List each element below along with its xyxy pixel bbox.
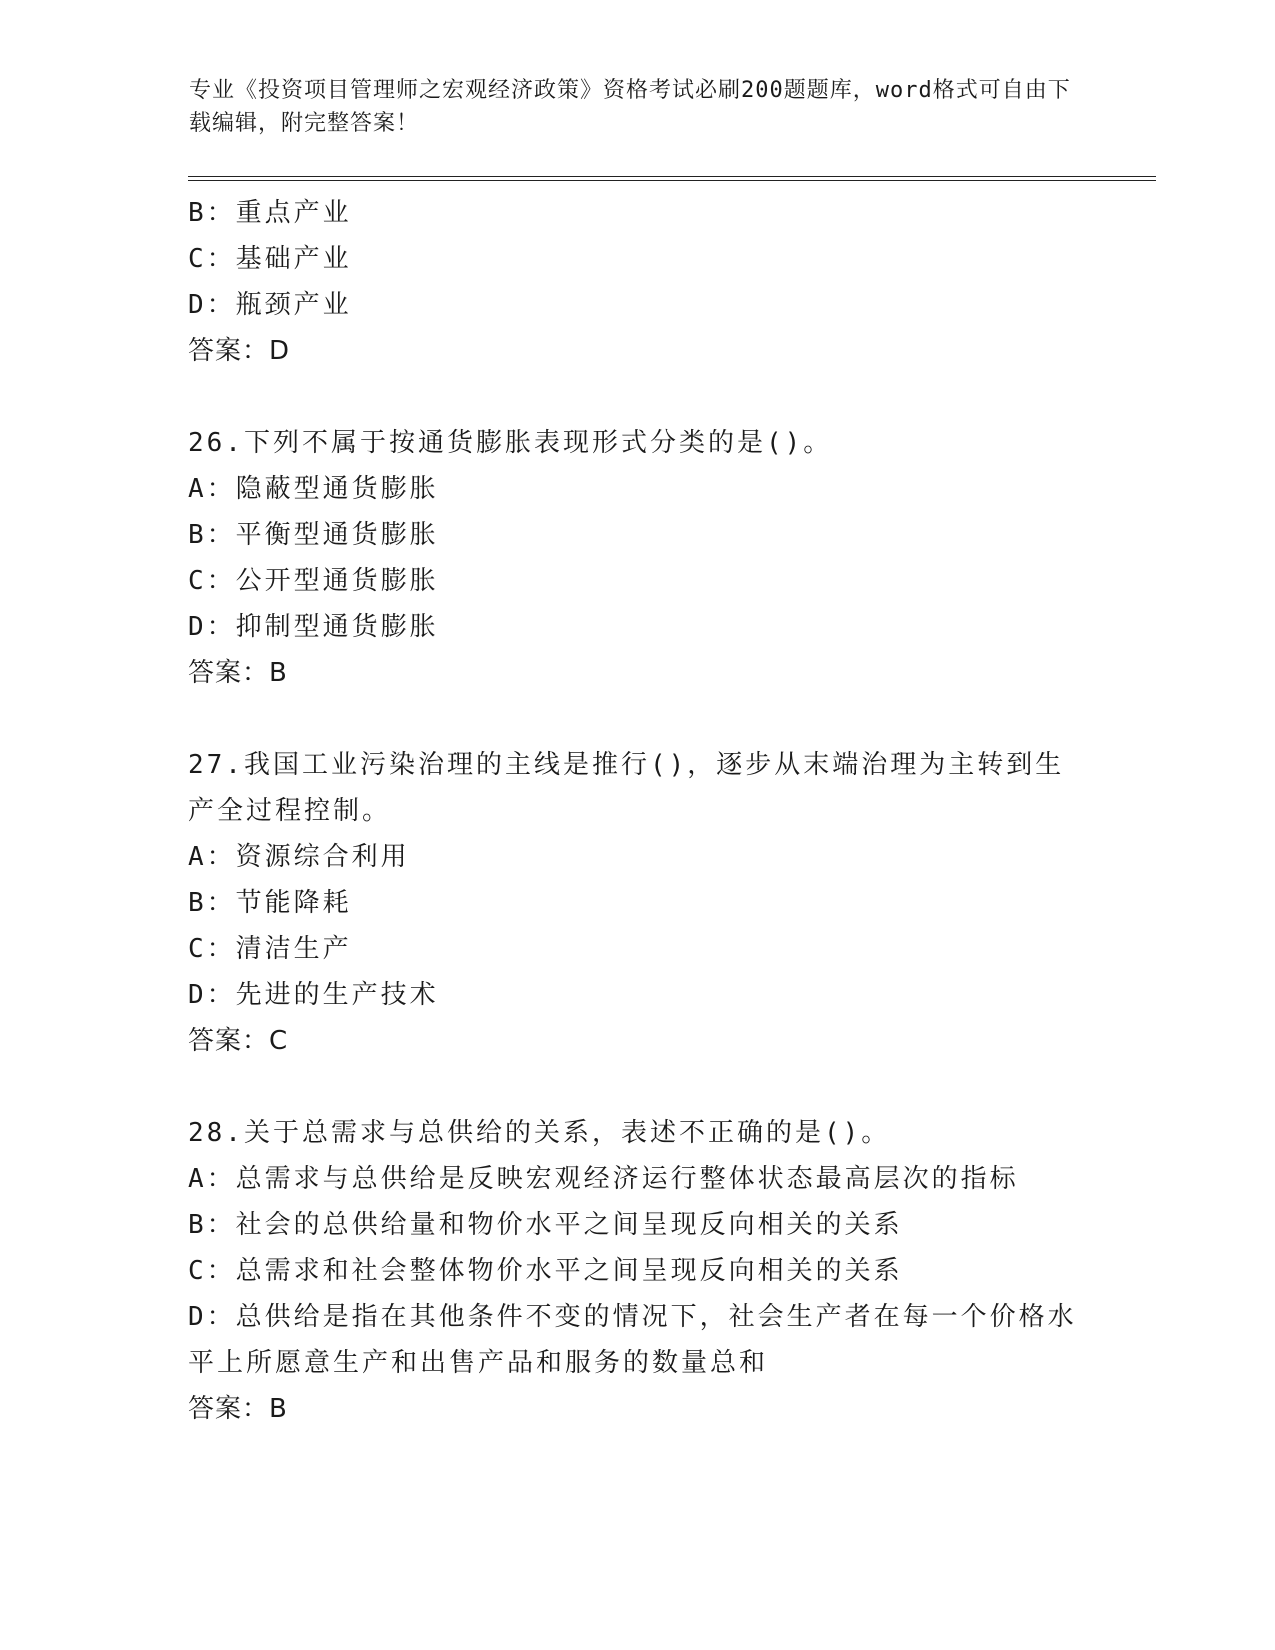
option-c: C：基础产业 <box>188 244 352 274</box>
option-b: B：平衡型通货膨胀 <box>188 520 439 550</box>
question-27-block <box>188 742 1088 1064</box>
document-header: 专业《投资项目管理师之宏观经济政策》资格考试必刷200题题库，word格式可自由下载编辑，附完整答案！ <box>189 78 1071 136</box>
option-d: D：瓶颈产业 <box>188 290 352 320</box>
option-d: D：先进的生产技术 <box>188 980 439 1010</box>
spacer <box>188 374 1088 420</box>
option-c: C：清洁生产 <box>188 934 352 964</box>
option-b: B：社会的总供给量和物价水平之间呈现反向相关的关系 <box>188 1210 903 1240</box>
option-b: B：节能降耗 <box>188 888 352 918</box>
option-d: D：总供给是指在其他条件不变的情况下，社会生产者在每一个价格水平上所愿意生产和出售产品和服务的数量总和 <box>188 1302 1077 1378</box>
option-d: D：抑制型通货膨胀 <box>188 612 439 642</box>
question-list <box>188 190 1088 1432</box>
question-26-block <box>188 420 1088 696</box>
option-a: A：总需求与总供给是反映宏观经济运行整体状态最高层次的指标 <box>188 1164 1019 1194</box>
answer-line: 答案：B <box>188 1394 288 1424</box>
option-b: B：重点产业 <box>188 198 352 228</box>
option-c: C：公开型通货膨胀 <box>188 566 439 596</box>
answer-line: 答案：B <box>188 658 288 688</box>
option-c: C：总需求和社会整体物价水平之间呈现反向相关的关系 <box>188 1256 903 1286</box>
spacer <box>188 1064 1088 1110</box>
question-stem: 27.我国工业污染治理的主线是推行()，逐步从末端治理为主转到生产全过程控制。 <box>188 750 1065 826</box>
question-stem: 28.关于总需求与总供给的关系，表述不正确的是()。 <box>188 1118 891 1148</box>
answer-line: 答案：C <box>188 1026 289 1056</box>
spacer <box>188 696 1088 742</box>
prev-question-block <box>188 190 1088 374</box>
answer-line: 答案：D <box>188 336 291 366</box>
question-28-block <box>188 1110 1088 1432</box>
option-a: A：资源综合利用 <box>188 842 410 872</box>
header-divider <box>188 176 1156 181</box>
option-a: A：隐蔽型通货膨胀 <box>188 474 439 504</box>
question-stem: 26.下列不属于按通货膨胀表现形式分类的是()。 <box>188 428 833 458</box>
